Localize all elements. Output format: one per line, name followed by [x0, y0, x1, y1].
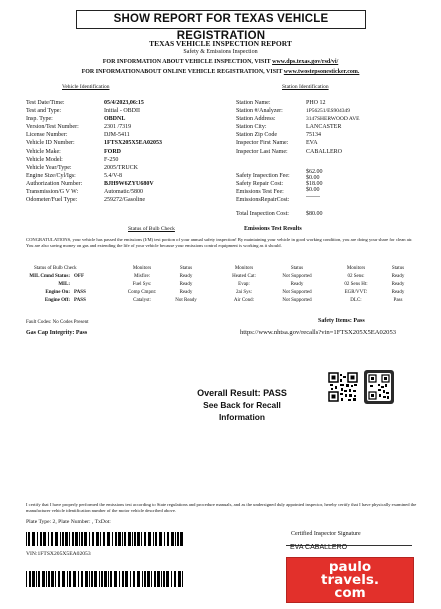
barcode-bar	[85, 571, 88, 587]
barcode-bar	[46, 571, 47, 587]
monitor-status: Not Ready	[175, 298, 197, 303]
barcode-bar	[108, 571, 109, 587]
monitor-name: Heated Cat:	[232, 274, 256, 279]
barcode-bar	[55, 532, 58, 546]
vehicle-label: Vehicle Model:	[26, 156, 63, 163]
make-value: FORD	[104, 148, 121, 155]
barcode-bar	[96, 532, 99, 546]
station-label: Station Name:	[236, 100, 271, 106]
odometer-value: 259272/Gasoline	[104, 197, 145, 204]
vin-barcode-label: VIN:1FTSX205X5EA02053	[26, 551, 91, 557]
vehicle-label: Insp. Type:	[26, 116, 53, 123]
transmission-value: Automatic/5800	[104, 189, 143, 196]
barcode-bar	[65, 532, 68, 546]
monitor-name: Evap:	[238, 282, 250, 287]
monitor-name: 2ai Sys:	[236, 290, 252, 295]
barcode-bar	[69, 532, 70, 546]
monitor-status: Ready	[179, 282, 193, 287]
barcode-bar	[171, 571, 172, 587]
monitor-status: Ready	[391, 282, 405, 287]
barcode-bar	[72, 532, 74, 546]
station-identification-heading: Station Identification	[282, 84, 329, 90]
bulb-status-header: Status of Bulb Check	[34, 266, 77, 271]
vehicle-label: Engine Size/Cyl/Igs:	[26, 172, 76, 179]
station-label-column	[236, 99, 308, 156]
monitor-status: Ready	[391, 274, 405, 279]
vehicle-label-column	[26, 99, 104, 204]
station-label: Station Zip Code	[236, 132, 277, 139]
barcode-bar	[130, 571, 131, 587]
monitor-name: Misfire:	[133, 274, 151, 279]
version-value: 2301 /7319	[104, 124, 132, 131]
vehicle-value-column	[104, 99, 228, 204]
station-label: Inspector First Name:	[236, 140, 289, 147]
signature-label: Certified Inspector Signature	[291, 531, 361, 537]
year-type-value: 2005/TRUCK	[104, 164, 139, 171]
engine-value: 5.4/V-8	[104, 172, 122, 179]
barcode-bar	[122, 571, 124, 587]
dps-link[interactable]: www.dps.texas.gov/rsd/vi/	[272, 59, 339, 65]
watermark-line-2: travels.	[321, 572, 379, 588]
bulb-row-label: MIL:	[58, 282, 70, 287]
vehicle-label: Vehicle ID Number:	[26, 140, 75, 147]
barcode-bar	[125, 571, 128, 587]
barcode-bar	[38, 571, 40, 587]
barcode-bar	[48, 532, 49, 546]
barcode-bar	[89, 571, 90, 587]
barcode-bar	[144, 532, 146, 546]
barcode-bar	[84, 532, 87, 546]
vehicle-label: Test Date/Time:	[26, 100, 65, 106]
inspector-first-name-value: EVA	[306, 140, 318, 147]
vehicle-label: License Number:	[26, 132, 68, 139]
monitors-header: Monitors	[234, 266, 254, 271]
barcode-bar	[157, 571, 160, 587]
recall-qr-code-icon[interactable]	[328, 372, 358, 402]
station-label: Inspector Last Name:	[236, 148, 288, 155]
station-name-value: PHO 12	[306, 100, 326, 106]
bulb-row-value: PASS	[74, 290, 86, 295]
barcode-bar	[40, 532, 42, 546]
safety-fee-value: $62.00	[306, 169, 323, 175]
monitor-name: Fuel Sys:	[132, 282, 152, 287]
fee-label-column	[236, 172, 310, 204]
inspector-signature: EVA CABALLERO	[290, 544, 348, 551]
monitor-table	[26, 266, 418, 326]
barcode-bar	[78, 571, 79, 587]
barcode-bar	[81, 571, 83, 587]
vehicle-label: Authorization Number:	[26, 180, 83, 187]
monitor-status: Not Supported	[282, 298, 312, 303]
barcode-bar	[167, 532, 169, 546]
barcode-bar	[141, 532, 142, 546]
barcode-bar	[26, 532, 27, 546]
barcode-bar	[137, 571, 140, 587]
status-header: Status	[290, 266, 304, 271]
barcode-bar	[62, 571, 65, 587]
barcode-bar	[133, 571, 135, 587]
barcode-bar	[154, 571, 156, 587]
watermark-logo	[286, 557, 414, 603]
fault-codes: Fault Codes: No Codes Present	[26, 320, 89, 325]
authorization-value: BJH9W6ZYU680V	[104, 180, 154, 187]
barcode-bar	[99, 571, 100, 587]
barcode-bar	[132, 532, 133, 546]
station-analyzer-value: 1P56251/ES904349	[306, 108, 351, 115]
barcode-bar	[118, 532, 121, 546]
barcode-bar	[161, 571, 162, 587]
monitor-status: Not Supported	[282, 274, 312, 279]
report-title: SHOW REPORT FOR TEXAS VEHICLE REGISTRATION	[76, 10, 366, 29]
gas-cap-integrity: Gas Cap Integrity: Pass	[26, 330, 88, 336]
barcode-bar	[144, 571, 146, 587]
barcode-bar	[134, 532, 136, 546]
total-cost-value: $80.00	[306, 211, 323, 217]
barcode-bar	[29, 571, 31, 587]
inspector-last-name-value: CABALLERO	[306, 148, 342, 155]
barcode-bar	[137, 532, 140, 546]
barcode-bar	[58, 571, 60, 587]
barcode-bar	[62, 532, 64, 546]
test-date-value: 05/4/2023,06:15	[104, 100, 144, 106]
barcode-bar	[128, 532, 131, 546]
barcode-bar	[122, 532, 123, 546]
barcode-bar	[92, 532, 94, 546]
monitor-status: Ready	[179, 274, 193, 279]
header-line-2: Safety & Emissions Inspection	[183, 49, 258, 55]
recall-info-line-2: Information	[218, 412, 266, 422]
barcode-bar	[142, 571, 143, 587]
monitors-header: Monitors	[346, 266, 366, 271]
bulb-row-label: Engine On:	[45, 290, 70, 295]
barcode-bar	[147, 571, 150, 587]
barcode-bar	[69, 571, 71, 587]
authorization-barcode	[26, 571, 186, 587]
vehicle-label: Test and Type:	[26, 108, 62, 115]
barcode-bar	[180, 532, 183, 546]
barcode-bar	[151, 571, 152, 587]
barcode-bar	[107, 532, 110, 546]
barcode-bar	[100, 532, 101, 546]
recall-url[interactable]: https://www.nhtsa.gov/recalls?vin=1FTSX205X5EA02053	[240, 329, 397, 336]
header-line-3	[0, 59, 441, 65]
barcode-bar	[155, 532, 157, 546]
bulb-row-value: OFF	[74, 274, 84, 279]
barcode-bar	[75, 532, 78, 546]
barcode-bar	[101, 571, 103, 587]
barcode-bar	[48, 571, 50, 587]
monitor-name: Comp Cmpnt:	[127, 290, 157, 295]
barcode-bar	[112, 532, 113, 546]
fee-label: EmissionsRepairCost:	[236, 197, 290, 203]
monitor-status: Pass	[393, 298, 403, 303]
bulb-check-heading: Status of Bulb Check	[128, 226, 175, 232]
barcode-bar	[104, 571, 107, 587]
fee-label: Emissions Test Fee:	[236, 189, 284, 195]
vin-barcode	[26, 532, 186, 546]
emissions-fee-value: $18.00	[306, 180, 323, 187]
barcode-bar	[171, 532, 174, 546]
registration-qr-code-icon[interactable]	[364, 370, 394, 404]
vehicle-label: Vehicle Year/Type:	[26, 164, 72, 171]
barcode-bar	[182, 571, 183, 587]
vehicle-label: Transmission/G V W:	[26, 189, 79, 196]
barcode-bar	[89, 532, 90, 546]
barcode-bar	[103, 532, 105, 546]
monitor-name: 02 Sens Ht:	[344, 282, 368, 287]
barcode-bar	[114, 571, 117, 587]
certification-text: I certify that I have properly performed the emissions test according to State regulations and procedure manuals, and as the undersigned duly appointed inspector, hereby certify that I have physically examined the manufacturer vehicle identification number of the motor vehicle described above.	[26, 502, 417, 513]
barcode-bar	[174, 571, 176, 587]
vehicle-label: Odometer/Fuel Type:	[26, 197, 78, 204]
barcode-bar	[55, 571, 56, 587]
barcode-bar	[177, 532, 179, 546]
status-header: Status	[179, 266, 193, 271]
barcode-bar	[32, 532, 35, 546]
watermark-line-3: com	[334, 585, 366, 601]
insp-type-value: OBDNL	[104, 116, 126, 123]
station-value-column	[306, 99, 416, 156]
station-label: Station Address:	[236, 116, 276, 123]
monitor-status: Not Supported	[282, 290, 312, 295]
barcode-bar	[51, 571, 54, 587]
monitor-status: Ready	[290, 282, 304, 287]
license-value: DJM-5411	[104, 132, 130, 139]
station-label: Station #/Analyzer:	[236, 108, 283, 115]
barcode-bar	[178, 571, 181, 587]
congratulations-text: CONGRATULATIONS, your vehicle has passed the emissions (I/M) test portion of your annual safety inspection! By maintaining your vehicle in good working condition, you are doing your share for clean air. You are also saving money on gas and extending the life of your vehicle because your emissions control equipment is working as it should.	[26, 237, 413, 248]
station-zip-value: 75134	[306, 132, 321, 139]
barcode-bar	[37, 532, 38, 546]
barcode-bar	[166, 571, 169, 587]
barcode-bar	[124, 532, 126, 546]
header-line-4-text: FOR INFORMATIONABOUT ONLINE VEHICLE REGISTRATION, VISIT	[81, 69, 284, 75]
header-line-3-text: FOR INFORMATION ABOUT VEHICLE INSPECTION, VISIT	[102, 59, 273, 65]
vehicle-identification-heading: Vehicle Identification	[62, 84, 110, 90]
monitor-name: 02 Sens:	[347, 274, 365, 279]
barcode-bar	[91, 571, 93, 587]
emissions-results-heading: Emissions Test Results	[244, 226, 302, 232]
monitor-status: Ready	[391, 290, 405, 295]
vin-value: 1FTSX205X5EA02053	[104, 140, 163, 147]
overall-result-block	[178, 387, 306, 423]
fee-label: Safety Inspection Fee:	[236, 173, 290, 179]
bulb-row-value: PASS	[74, 298, 86, 303]
barcode-bar	[175, 532, 176, 546]
bulb-row-label: MIL Cmnd Status:	[29, 274, 70, 279]
vehicle-label: Vehicle Make:	[26, 148, 61, 155]
plate-info: Plate Type: 2, Plate Number: , TxDot:	[26, 519, 111, 525]
barcode-bar	[81, 532, 83, 546]
barcode-bar	[115, 532, 117, 546]
barcode-bar	[94, 571, 97, 587]
station-label: Station City:	[236, 124, 267, 131]
station-city-value: LANCASTER	[306, 124, 342, 131]
fee-label: Safety Repair Cost:	[236, 181, 283, 187]
barcode-bar	[32, 571, 35, 587]
status-header: Status	[391, 266, 405, 271]
recall-info-line-1: See Back for Recall	[203, 400, 281, 410]
test-type-value: Initial - OBDII	[104, 108, 140, 115]
barcode-bar	[67, 571, 68, 587]
barcode-bar	[60, 532, 61, 546]
safety-items: Safety Items: Pass	[318, 318, 365, 324]
monitor-name: Catalyst:	[133, 298, 151, 303]
model-value: F-250	[104, 156, 119, 163]
barcode-bar	[26, 571, 27, 587]
barcode-bar	[36, 571, 37, 587]
monitor-name: Air Cond:	[233, 298, 255, 303]
bulb-row-label: Engine Off:	[44, 298, 70, 303]
barcode-bar	[159, 532, 162, 546]
monitor-name: EGR/VVT:	[344, 290, 368, 295]
total-cost-label: Total Inspection Cost:	[236, 211, 289, 217]
barcode-bar	[51, 532, 53, 546]
monitors-header: Monitors	[132, 266, 152, 271]
vehicle-label: Version/Test Number:	[26, 124, 79, 131]
barcode-bar	[79, 532, 80, 546]
safety-repair-value: $0.00	[306, 174, 320, 181]
barcode-bar	[119, 571, 120, 587]
watermark-line-1: paulo	[328, 559, 372, 575]
barcode-bar	[153, 532, 154, 546]
overall-result: Overall Result: PASS	[197, 388, 287, 398]
fee-dashes: -------	[306, 193, 320, 200]
barcode-bar	[110, 571, 112, 587]
barcode-bar	[28, 532, 30, 546]
barcode-bar	[43, 532, 46, 546]
header-line-1: TEXAS VEHICLE INSPECTION REPORT	[149, 39, 292, 48]
barcode-bar	[73, 571, 76, 587]
emissions-repair-value: $0.00	[306, 186, 320, 193]
barcode-bar	[163, 571, 165, 587]
station-address-value: 3147SHERWOOD AVE	[306, 116, 360, 123]
fee-value-column	[306, 170, 346, 201]
barcode-bar	[164, 532, 165, 546]
barcode-bar	[148, 532, 151, 546]
barcode-bar	[42, 571, 45, 587]
monitor-status: Ready	[179, 290, 193, 295]
header-line-4	[0, 69, 441, 75]
monitor-name: DLC:	[350, 298, 362, 303]
registration-link[interactable]: www.twostepsonesticker.com.	[283, 69, 360, 75]
